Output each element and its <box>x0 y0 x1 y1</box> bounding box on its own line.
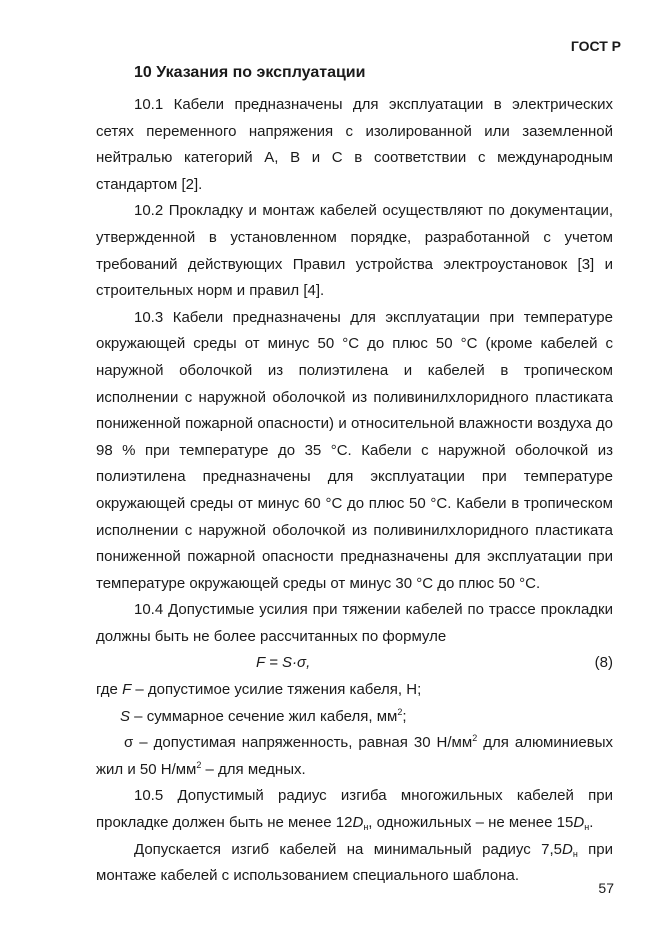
formula-8 <box>96 650 613 677</box>
formula-number: (8) <box>594 654 613 672</box>
document-body <box>96 92 613 890</box>
paragraph-10-4: 10.4 Допустимые усилия при тяжении кабелей по трассе прокладки должны быть не более рассчитанных по формуле <box>96 601 613 645</box>
where-s: S – суммарное сечение жил кабеля, $мм^2$; <box>120 706 407 725</box>
paragraph-10-3: 10.3 Кабели предназначены для эксплуатации при температуре окружающей среды от минус 50 °С до плюс 50 °С (кроме кабелей с наружной оболочкой из полиэтилена и кабелей в тропическом исполнении с наружной оболочкой из поливинилхлоридного пластиката пониженной пожарной опасности) и относительной влажности воздуха до 98 % при температуре до 35 °С. Кабели с наружной оболочкой из полиэтилена предназначены для эксплуатации при температуре окружающей среды от минус 60 °С до плюс 50 °С. Кабели в тропическом исполнении с наружной оболочкой из поливинилхлоридного пластиката пониженной пожарной опасности предназначены для эксплуатации при температуре окружающей среды от минус 30 °С до плюс 50 °С. <box>96 308 613 592</box>
standard-header: ГОСТ Р <box>570 38 621 54</box>
paragraph-10-5: 10.5 Допустимый радиус изгиба многожильных кабелей при прокладке должен быть не менее $12D_н$, одножильных – не менее $15D_н$. <box>96 787 613 833</box>
where-sigma: σ – допустимая напряженность, равная 30 $Н/мм^2$ для алюминиевых жил и 50 $Н/мм^2$ – для медных. <box>96 733 613 778</box>
formula-expression: F = S·σ, <box>256 654 311 672</box>
page-number: 57 <box>598 880 614 896</box>
paragraph-10-1: 10.1 Кабели предназначены для эксплуатации в электрических сетях переменного напряжения с изолированной или заземленной нейтралью категорий А, В и С в соответствии с международным стандартом [2]. <box>96 96 613 193</box>
where-f: где F – допустимое усилие тяжения кабеля, Н; <box>96 681 422 699</box>
paragraph-bend-template: Допускается изгиб кабелей на минимальный радиус $7,5D_н$ при монтаже кабелей с использованием специального шаблона. <box>96 840 613 885</box>
paragraph-10-2: 10.2 Прокладку и монтаж кабелей осуществляют по документации, утвержденной в установленном порядке, разработанной с учетом требований действующих Правил устройства электроустановок [3] и строительных норм и правил [4]. <box>96 202 613 300</box>
section-title: 10 Указания по эксплуатации <box>134 64 366 81</box>
